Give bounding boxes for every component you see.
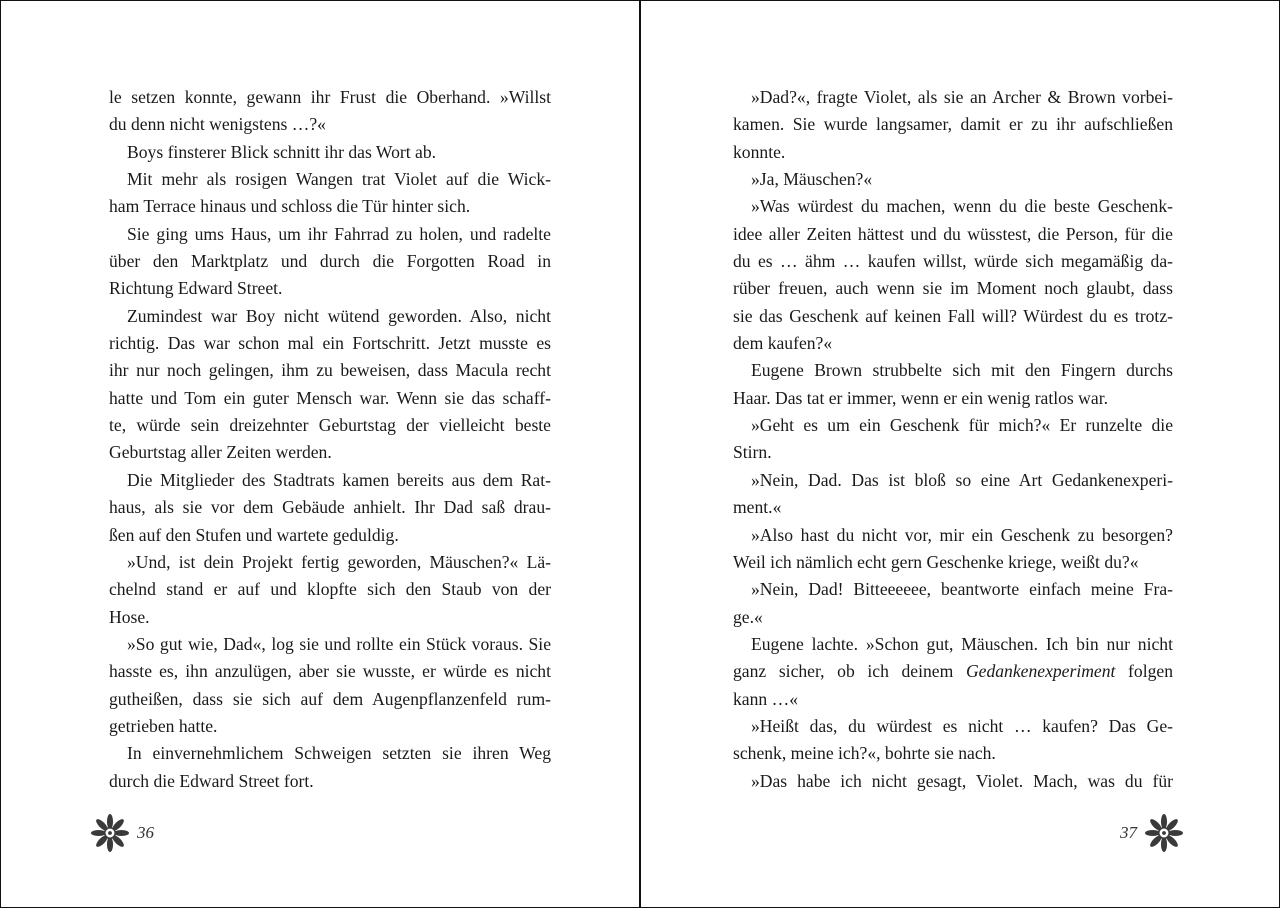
text-line: hatte und Tom ein guter Mensch war. Wenn sie das schaff- bbox=[109, 387, 551, 408]
left-page-text bbox=[109, 84, 551, 795]
text-line: ge.« bbox=[733, 606, 763, 627]
text-line: »Dad?«, fragte Violet, als sie an Archer & Brown vorbei- bbox=[751, 87, 1173, 107]
text-line: chelnd stand er auf und klopfte sich den Staub von der bbox=[109, 579, 551, 600]
text-line: Die Mitglieder des Stadtrats kamen bereits aus dem Rat- bbox=[127, 469, 551, 490]
text-line: »Heißt das, du würdest es nicht … kaufen? Das Ge- bbox=[751, 715, 1173, 736]
text-segment: folgen bbox=[1115, 661, 1173, 682]
text-line: le setzen konnte, gewann ihr Frust die Oberhand. »Willst bbox=[109, 87, 551, 107]
text-segment: ganz sicher, ob ich deinem bbox=[733, 661, 966, 682]
text-line: Weil ich nämlich echt gern Geschenke kriege, weißt du?« bbox=[733, 551, 1139, 572]
text-line: Hose. bbox=[109, 606, 150, 627]
text-line: Eugene lachte. »Schon gut, Mäuschen. Ich bin nur nicht bbox=[751, 633, 1173, 654]
text-line: »Und, ist dein Projekt fertig geworden, Mäuschen?« Lä- bbox=[127, 551, 551, 572]
text-line: Sie ging ums Haus, um ihr Fahrrad zu holen, und radelte bbox=[127, 223, 551, 244]
text-line: Richtung Edward Street. bbox=[109, 278, 283, 299]
text-line: »So gut wie, Dad«, log sie und rollte ein Stück voraus. Sie bbox=[127, 633, 551, 654]
text-line: ihr nur noch gelingen, ihm zu beweisen, dass Macula recht bbox=[109, 360, 551, 381]
text-line: Eugene Brown strubbelte sich mit den Fingern durchs bbox=[751, 360, 1173, 381]
left-page bbox=[1, 1, 639, 907]
text-line: ment.« bbox=[733, 497, 782, 518]
text-line: richtig. Das war schon mal ein Fortschritt. Jetzt musste es bbox=[109, 333, 551, 354]
text-line: Geburtstag aller Zeiten werden. bbox=[109, 442, 332, 463]
text-line: »Was würdest du machen, wenn du die beste Geschenk- bbox=[751, 196, 1173, 217]
text-line: Boys finsterer Blick schnitt ihr das Wort ab. bbox=[127, 141, 437, 162]
text-line: Mit mehr als rosigen Wangen trat Violet auf die Wick- bbox=[127, 169, 551, 190]
text-line: »Geht es um ein Geschenk für mich?« Er runzelte die bbox=[751, 415, 1173, 436]
text-line: In einvernehmlichem Schweigen setzten sie ihren Weg bbox=[127, 743, 551, 764]
text-line: dem kaufen?« bbox=[733, 333, 833, 354]
text-line: te, würde sein dreizehnter Geburtstag der vielleicht beste bbox=[109, 415, 551, 436]
text-line: sie das Geschenk auf keinen Fall will? Würdest du es trotz- bbox=[733, 305, 1173, 326]
text-line: kamen. Sie wurde langsamer, damit er zu ihr aufschließen bbox=[733, 114, 1173, 135]
right-page-text bbox=[733, 84, 1173, 795]
page-number: 36 bbox=[137, 823, 154, 842]
text-line: »Nein, Dad! Bitteeeeee, beantworte einfach meine Fra- bbox=[751, 579, 1173, 600]
right-folio bbox=[1120, 813, 1183, 853]
page-number: 37 bbox=[1120, 823, 1137, 842]
text-line: idee aller Zeiten hättest und du wüsstest, die Person, für die bbox=[733, 223, 1173, 244]
text-line: konnte. bbox=[733, 141, 786, 162]
right-page bbox=[641, 1, 1279, 907]
text-line: »Also hast du nicht vor, mir ein Geschenk zu besorgen? bbox=[751, 524, 1173, 545]
text-line: »Ja, Mäuschen?« bbox=[751, 169, 873, 190]
text-line: ßen auf den Stufen und wartete geduldig. bbox=[109, 524, 399, 545]
flower-ornament-icon bbox=[91, 814, 129, 852]
text-line: rüber freuen, auch wenn sie im Moment noch glaubt, dass bbox=[733, 278, 1173, 299]
text-line: »Nein, Dad. Das ist bloß so eine Art Gedankenexperi- bbox=[751, 469, 1173, 490]
text-line: du denn nicht wenigstens …?« bbox=[109, 114, 326, 135]
text-line: ham Terrace hinaus und schloss die Tür hinter sich. bbox=[109, 196, 471, 217]
text-line: getrieben hatte. bbox=[109, 715, 218, 736]
text-line: über den Marktplatz und durch die Forgotten Road in bbox=[109, 251, 551, 272]
text-line: Haar. Das tat er immer, wenn er ein wenig ratlos war. bbox=[733, 387, 1108, 408]
flower-ornament-icon bbox=[1145, 814, 1183, 852]
text-line bbox=[733, 658, 1173, 685]
text-line: hasste es, ihn anzulügen, aber sie wusste, er würde es nicht bbox=[109, 661, 551, 682]
left-folio bbox=[91, 813, 154, 853]
text-line: Stirn. bbox=[733, 442, 772, 463]
text-line: »Das habe ich nicht gesagt, Violet. Mach, was du für bbox=[751, 770, 1173, 791]
text-line: du es … ähm … kaufen willst, würde sich megamäßig da- bbox=[733, 251, 1173, 272]
text-line: haus, als sie vor dem Gebäude anhielt. Ihr Dad saß drau- bbox=[109, 497, 551, 518]
italic-text: Gedankenexperiment bbox=[965, 661, 1116, 682]
text-line: Zumindest war Boy nicht wütend geworden. Also, nicht bbox=[127, 305, 551, 326]
text-line: kann …« bbox=[733, 688, 798, 709]
text-line: schenk, meine ich?«, bohrte sie nach. bbox=[733, 743, 996, 764]
text-line: durch die Edward Street fort. bbox=[109, 770, 314, 791]
text-line: gutheißen, dass sie sich auf dem Augenpflanzenfeld rum- bbox=[109, 688, 551, 709]
